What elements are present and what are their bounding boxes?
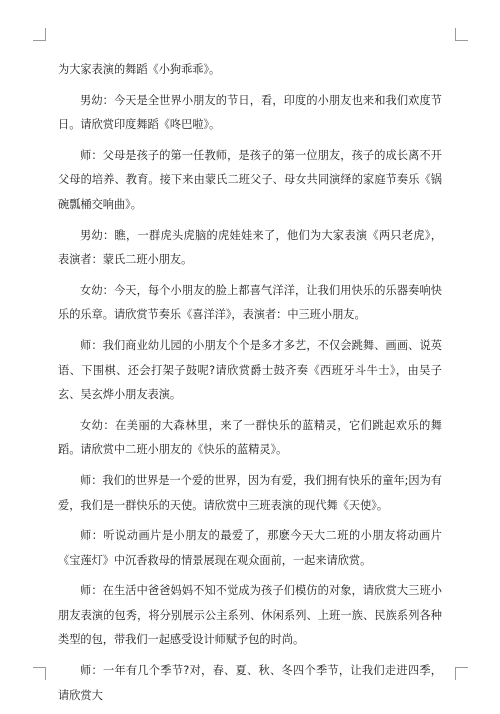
paragraph: 师：父母是孩子的第一任教师，是孩子的第一位朋友，孩子的成长离不开父母的培养、教育。接下来由蒙氏二班父子、母女共同演绎的家庭节奏乐《锅碗瓢桶交响曲》。 xyxy=(58,148,442,211)
paragraph: 男幼：今天是全世界小朋友的节日，看，印度的小朋友也来和我们欢度节日。请欣赏印度舞蹈《咚巴啦》。 xyxy=(58,93,442,132)
crop-mark-bottom-right xyxy=(455,667,468,680)
document-body xyxy=(58,58,442,714)
crop-mark-top-right xyxy=(455,28,468,41)
paragraph: 为大家表演的舞蹈《小狗乖乖》。 xyxy=(58,63,221,76)
paragraph: 师：听说动画片是小朋友的最爱了，那麽今天大二班的小朋友将动画片《宝莲灯》中沉香救母的情景展现在观众面前，一起来请欣赏。 xyxy=(58,529,442,567)
crop-mark-bottom-left xyxy=(33,667,46,680)
paragraph: 女幼：在美丽的大森林里，来了一群快乐的蓝精灵，它们跳起欢乐的舞蹈。请欣赏中二班小朋友的《快乐的蓝精灵》。 xyxy=(58,418,442,457)
paragraph: 师：在生活中爸爸妈妈不知不觉成为孩子们模仿的对象，请欣赏大三班小朋友表演的包秀，将分别展示公主系列、休闲系列、上班一族、民族系列各种类型的包，带我们一起感受设计师赋予包的时尚。 xyxy=(58,584,442,647)
paragraph: 师：我们商业幼儿园的小朋友个个是多才多艺，不仅会跳舞、画画、说英语、下围棋、还会打架子鼓呢?请欣赏爵士鼓齐奏《西班牙斗牛士》，由吴子玄、吴玄烨小朋友表演。 xyxy=(58,338,442,402)
paragraph: 女幼：今天，每个小朋友的脸上都喜气洋洋，让我们用快乐的乐器奏响快乐的乐章。请欣赏节奏乐《喜洋洋》，表演者：中三班小朋友。 xyxy=(58,283,442,322)
paragraph: 师：一年有几个季节?对，春、夏、秋、冬四个季节，让我们走进四季，请欣赏大 xyxy=(58,664,442,702)
paragraph: 师：我们的世界是一个爱的世界，因为有爱，我们拥有快乐的童年;因为有爱，我们是一群快乐的天使。请欣赏中三班表演的现代舞《天使》。 xyxy=(58,473,442,512)
paragraph: 男幼：瞧，一群虎头虎脑的虎娃娃来了，他们为大家表演《两只老虎》，表演者：蒙氏二班小朋友。 xyxy=(58,228,442,267)
crop-mark-top-left xyxy=(33,28,46,41)
